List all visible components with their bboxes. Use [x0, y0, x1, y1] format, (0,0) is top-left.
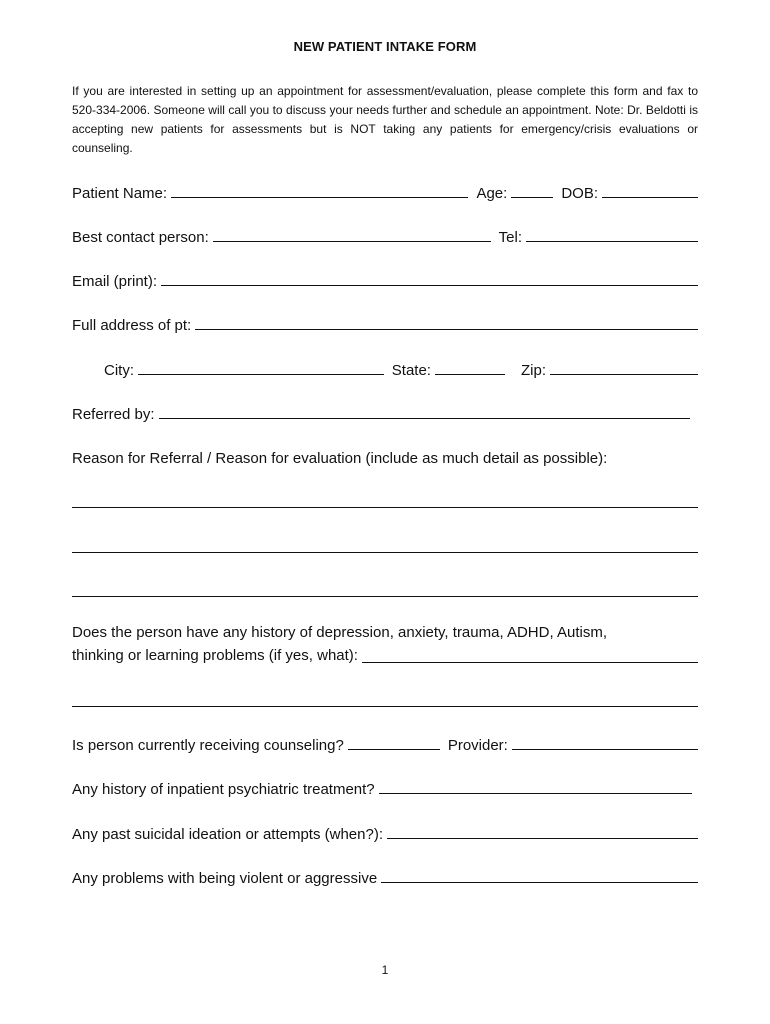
referred-by-field[interactable]: [159, 418, 690, 419]
suicidal-row: [72, 821, 698, 843]
violent-label: Any problems with being violent or aggressive: [72, 870, 378, 887]
city-state-zip-row: [104, 357, 698, 379]
inpatient-label: Any history of inpatient psychiatric treatment?: [72, 781, 375, 798]
dob-label: DOB:: [561, 185, 598, 202]
referred-by-row: [72, 401, 690, 423]
referred-by-label: Referred by:: [72, 406, 155, 423]
email-label: Email (print):: [72, 273, 158, 290]
inpatient-row: [72, 776, 692, 798]
tel-field[interactable]: [526, 241, 698, 242]
form-instructions: If you are interested in setting up an appointment for assessment/evaluation, please complete this form and fax to 520-334-2006. Someone will call you to discuss your needs further and schedule an appointment. Note: Dr. Beldotti is accepting new patients for assessments but is NOT taking any patients for emergency/crisis evaluations or counseling.: [72, 84, 698, 155]
address-row: [72, 312, 698, 334]
patient-name-label: Patient Name:: [72, 185, 168, 202]
state-label: State:: [391, 362, 431, 379]
email-field[interactable]: [161, 285, 698, 286]
address-label: Full address of pt:: [72, 317, 192, 334]
age-label: Age:: [476, 185, 508, 202]
state-field[interactable]: [435, 374, 505, 375]
age-field[interactable]: [511, 197, 553, 198]
reason-row: [72, 445, 698, 467]
address-field[interactable]: [195, 329, 698, 330]
violent-field[interactable]: [381, 882, 698, 883]
patient-name-field[interactable]: [171, 197, 468, 198]
inpatient-field[interactable]: [379, 793, 692, 794]
contact-person-label: Best contact person:: [72, 229, 209, 246]
reason-line-2[interactable]: [72, 552, 698, 553]
city-field[interactable]: [138, 374, 384, 375]
patient-name-row: [72, 180, 698, 202]
contact-person-field[interactable]: [213, 241, 491, 242]
history-answer-field[interactable]: [362, 662, 698, 663]
contact-row: [72, 224, 698, 246]
page-number: 1: [381, 963, 389, 977]
dob-field[interactable]: [602, 197, 698, 198]
provider-label: Provider:: [447, 737, 508, 754]
tel-label: Tel:: [498, 229, 522, 246]
zip-label: Zip:: [520, 362, 546, 379]
city-label: City:: [104, 362, 134, 379]
counseling-field[interactable]: [348, 749, 440, 750]
suicidal-field[interactable]: [387, 838, 698, 839]
reason-line-3[interactable]: [72, 596, 698, 597]
reason-label: Reason for Referral / Reason for evaluation (include as much detail as possible):: [72, 450, 608, 467]
counseling-label: Is person currently receiving counseling?: [72, 737, 344, 754]
zip-field[interactable]: [550, 374, 698, 375]
reason-line-1[interactable]: [72, 507, 698, 508]
email-row: [72, 268, 698, 290]
counseling-row: [72, 732, 698, 754]
history-question-line-1: Does the person have any history of depression, anxiety, trauma, ADHD, Autism,: [72, 624, 607, 641]
history-question: [72, 621, 698, 667]
violent-row: [72, 865, 698, 887]
provider-field[interactable]: [512, 749, 698, 750]
history-question-line-2: thinking or learning problems (if yes, what):: [72, 647, 358, 664]
suicidal-label: Any past suicidal ideation or attempts (when?):: [72, 826, 383, 843]
history-line-2[interactable]: [72, 706, 698, 707]
form-title: NEW PATIENT INTAKE FORM: [293, 39, 477, 54]
